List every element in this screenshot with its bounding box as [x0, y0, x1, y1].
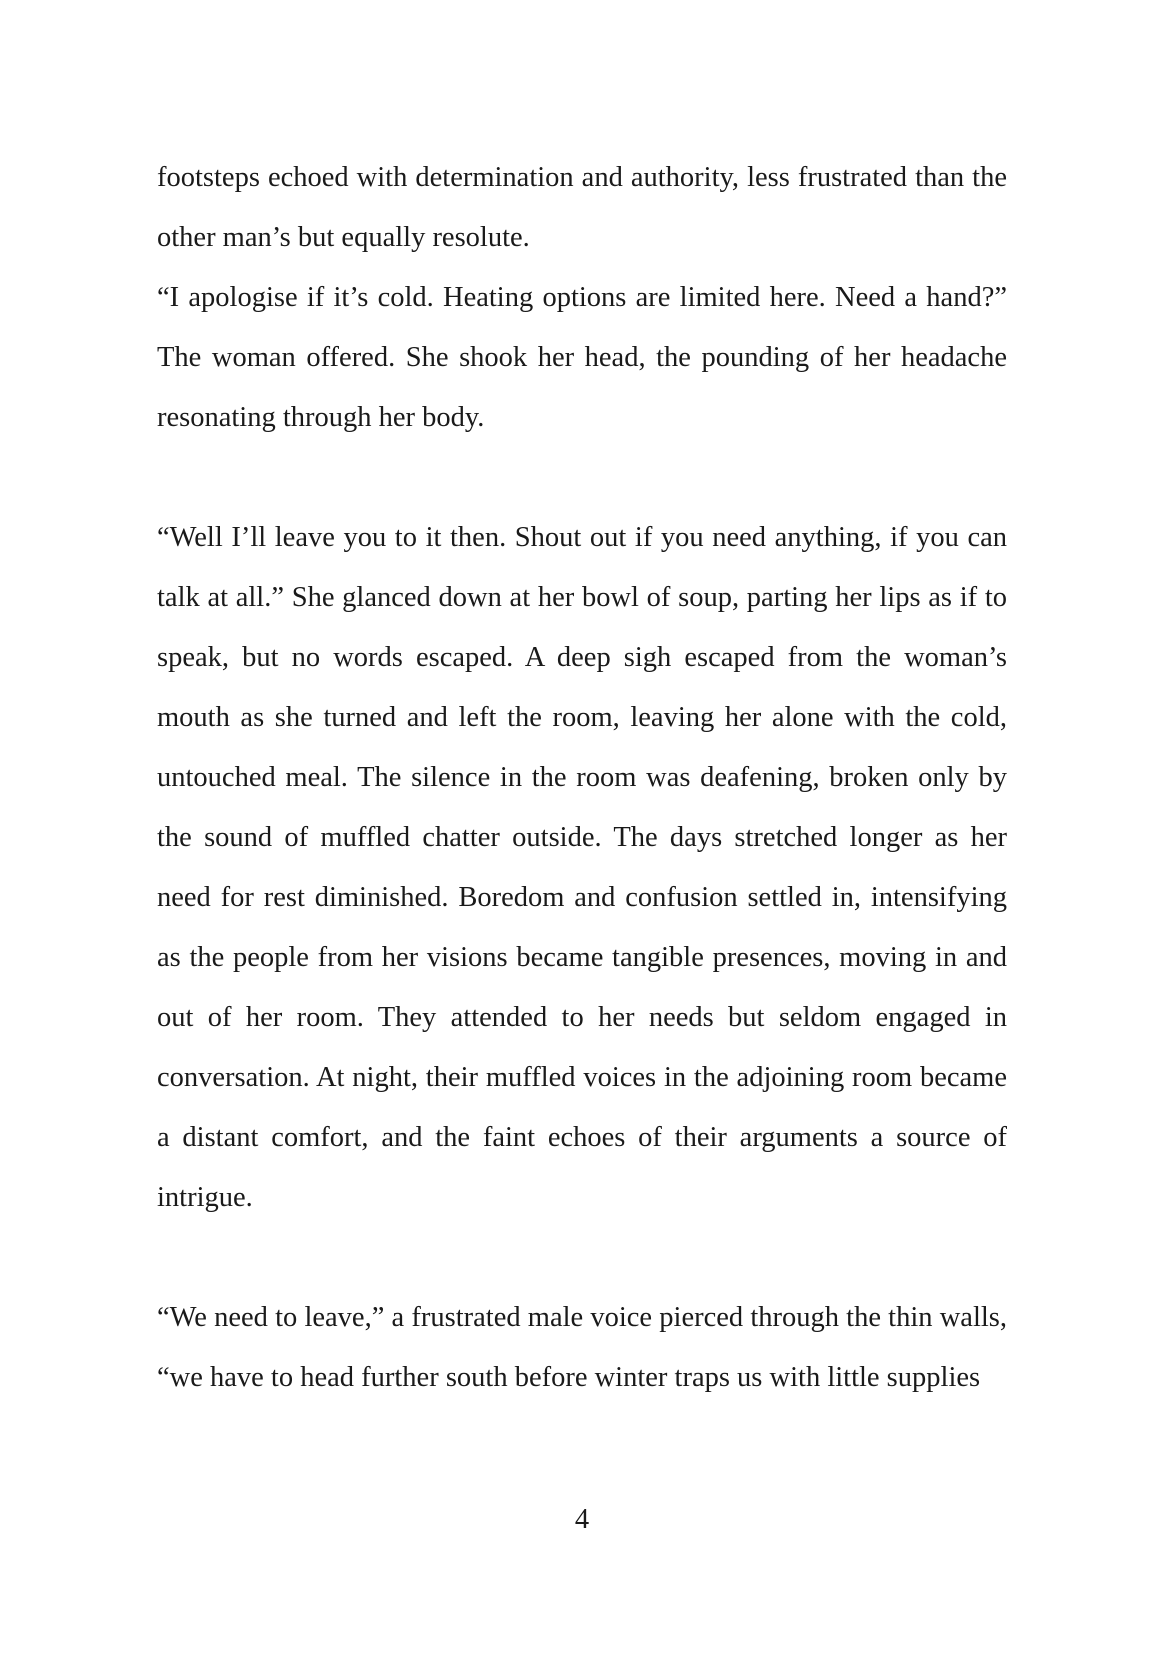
- body-text: [157, 148, 1007, 1408]
- paragraph-3: “Well I’ll leave you to it then. Shout out if you need anything, if you can talk at all.” She glanced down at her bowl of soup, parting her lips as if to speak, but no words escaped. A deep sigh escaped from the woman’s mouth as she turned and left the room, leaving her alone with the cold, untouched meal. The silence in the room was deafening, broken only by the sound of muffled chatter outside. The days stretched longer as her need for rest diminished. Boredom and confusion settled in, intensifying as the people from her visions became tangible presences, moving in and out of her room. They attended to her needs but seldom engaged in conversation. At night, their muffled voices in the adjoining room became a distant comfort, and the faint echoes of their arguments a source of intrigue.: [157, 522, 1007, 1213]
- paragraph-gap: [157, 1228, 1007, 1288]
- page-number: 4: [574, 1504, 590, 1535]
- paragraph-4: “We need to leave,” a frustrated male voice pierced through the thin walls, “we have to head further south before winter traps us with little supplies: [157, 1302, 1007, 1393]
- paragraph-gap: [157, 448, 1007, 508]
- paragraph-2: “I apologise if it’s cold. Heating options are limited here. Need a hand?” The woman offered. She shook her head, the pounding of her headache resonating through her body.: [157, 282, 1007, 433]
- paragraph-1: footsteps echoed with determination and authority, less frustrated than the other man’s but equally resolute.: [157, 162, 1007, 253]
